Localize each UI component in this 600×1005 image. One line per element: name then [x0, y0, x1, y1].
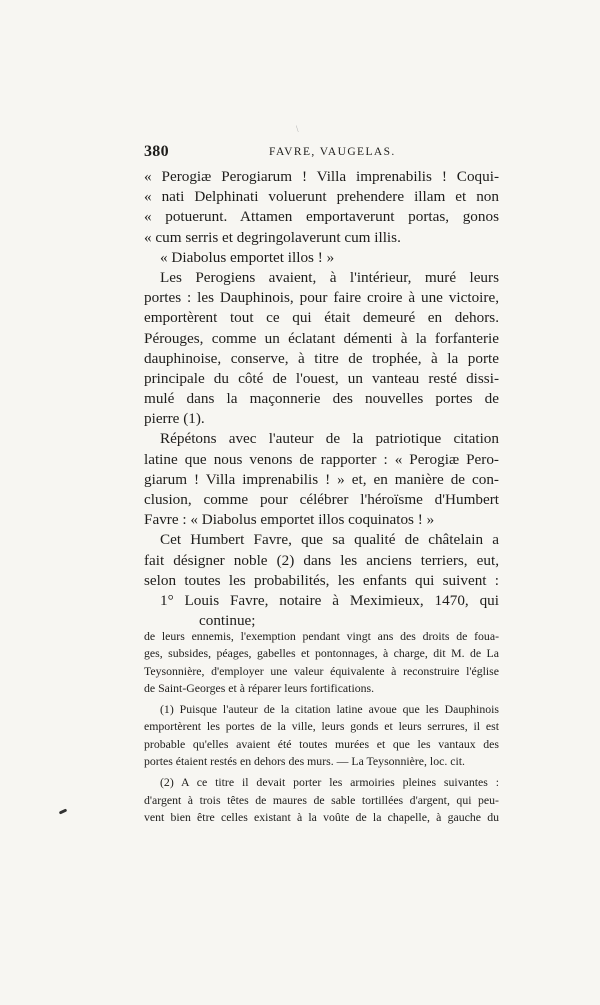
text-line: « Diabolus emportet illos ! »: [160, 248, 335, 266]
text-line: Cet Humbert Favre, que sa qualité de châtelain a: [160, 531, 499, 549]
text-line: Les Perogiens avaient, à l'intérieur, muré leurs: [160, 268, 499, 286]
text-line: mulé dans la maçonnerie des nouvelles portes de: [144, 390, 499, 408]
footnote-line: (1) Puisque l'auteur de la citation latine avoue que les Dauphinois: [160, 702, 499, 717]
footnote-line: vent bien être celles existant à la voûte de la chapelle, à gauche du: [144, 809, 499, 824]
text-line: clusion, comme pour célébrer l'héroïsme d'Humbert: [144, 491, 499, 508]
text-line: « nati Delphinati voluerunt prehendere illam et non: [144, 188, 499, 206]
ink-mark: [59, 808, 68, 814]
page-header: [144, 143, 497, 163]
text-line: giarum ! Villa imprenabilis ! » et, en manière de con-: [144, 470, 499, 488]
text-line: « cum serris et degringolaverunt cum illis.: [144, 228, 401, 246]
running-title: FAVRE, VAUGELAS.: [269, 146, 396, 158]
text-line: Pérouges, comme un éclatant démenti à la forfanterie: [144, 329, 499, 347]
main-text: [144, 167, 499, 631]
text-line: continue;: [199, 612, 256, 630]
text-line: Répétons avec l'auteur de la patriotique citation: [160, 430, 499, 448]
footnote-line: (2) A ce titre il devait porter les armoiries pleines suivantes :: [160, 775, 499, 790]
text-line: « Perogiæ Perogiarum ! Villa imprenabilis ! Coqui-: [144, 168, 499, 185]
footnote-line: d'argent à trois têtes de maures de sable tortillées d'argent, qui peu-: [144, 792, 499, 807]
footnote-line: de leurs ennemis, l'exemption pendant vingt ans des droits de foua-: [144, 629, 499, 643]
text-line: selon toutes les probabilités, les enfants qui suivent :: [144, 571, 499, 589]
text-line: principale du côté de l'ouest, un vanteau resté dissi-: [144, 369, 499, 387]
footnote-line: ges, subsides, péages, gabelles et pontonnages, à charge, dit M. de La: [144, 646, 499, 661]
text-line: pierre (1).: [144, 410, 205, 428]
footnote-line: Teysonnière, d'employer une valeur équivalente à reconstruire l'église: [144, 663, 499, 678]
text-line: emportèrent tout ce qui était demeuré en dehors.: [144, 309, 499, 327]
text-line: Favre : « Diabolus emportet illos coquinatos ! »: [144, 511, 435, 529]
footnote-line: emportèrent les portes de la ville, leurs gonds et leurs serrures, il est: [144, 719, 499, 734]
text-line: latine que nous venons de rapporter : « Perogiæ Pero-: [144, 450, 499, 468]
page-number: 380: [144, 143, 169, 160]
paper-speck: \: [296, 124, 299, 134]
footnote-line: de Saint-Georges et à réparer leurs fortifications.: [144, 680, 375, 695]
footnotes: [144, 628, 499, 826]
text-line: portes : les Dauphinois, pour faire croire à une victoire,: [144, 289, 499, 307]
text-line: « potuerunt. Attamen emportaverunt portas, gonos: [144, 208, 499, 226]
text-line: dauphinoise, conserve, à titre de trophée, à la porte: [144, 349, 499, 367]
text-line: 1° Louis Favre, notaire à Meximieux, 1470, qui: [160, 591, 499, 609]
footnote-line: probable qu'elles avaient été toutes murées et que les vantaux des: [144, 736, 499, 751]
text-line: fait désigner noble (2) dans les anciens terriers, eut,: [144, 551, 499, 569]
footnote-line: portes étaient restés en dehors des murs. — La Teysonnière, loc. cit.: [144, 754, 465, 769]
